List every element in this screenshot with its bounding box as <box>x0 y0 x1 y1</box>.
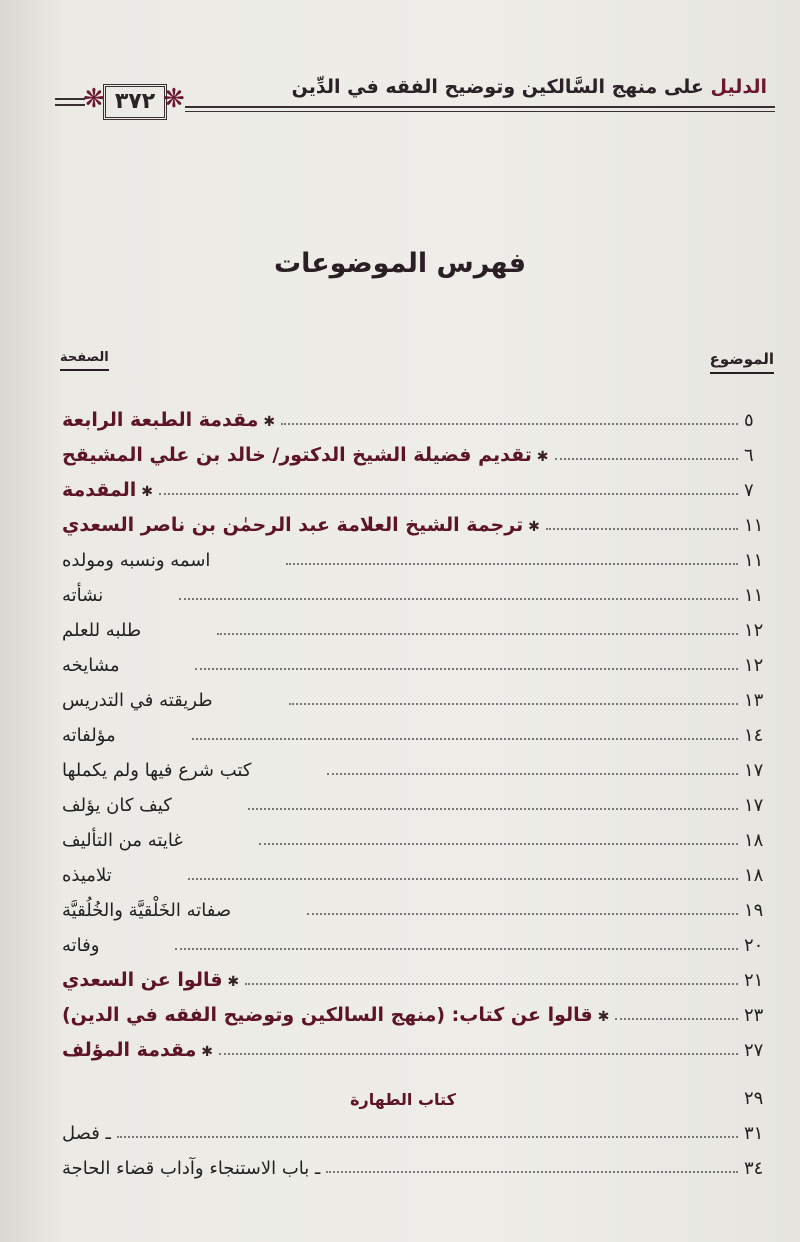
toc-entry <box>62 1026 776 1061</box>
toc-entry <box>62 1109 776 1144</box>
dot-leader <box>245 983 738 985</box>
toc-entry-title: اسمه ونسبه ومولده <box>62 550 211 571</box>
dot-leader <box>326 1171 738 1173</box>
toc-entry <box>62 746 776 781</box>
toc-entry-page: ١٧ <box>744 795 764 816</box>
toc-entry-page: ٣٤ <box>744 1158 764 1179</box>
page-title: فهرس الموضوعات <box>273 248 527 279</box>
toc-entry-title: ✱ المقدمة <box>62 479 153 501</box>
dot-leader <box>286 563 738 565</box>
toc-entry-page: ١٣ <box>744 690 764 711</box>
toc-entry-page: ١٩ <box>744 900 764 921</box>
toc-entry <box>62 921 776 956</box>
toc-entry-title: طريقته في التدريس <box>62 690 213 711</box>
toc-entry-page: ٣١ <box>744 1123 764 1144</box>
toc-entry <box>62 676 776 711</box>
dot-leader <box>327 773 738 775</box>
toc-entry-page: ١١ <box>744 550 764 571</box>
toc-entry <box>62 886 776 921</box>
toc-entry <box>62 396 776 431</box>
dot-leader <box>546 528 738 530</box>
header-rule <box>185 111 775 112</box>
toc-entry-title: كتب شرع فيها ولم يكملها <box>62 760 252 781</box>
toc-entry-page: ١٢ <box>744 655 764 676</box>
toc-entry-title: ✱ ترجمة الشيخ العلامة عبد الرحمٰن بن ناصر السعدي <box>62 514 540 536</box>
toc-entry-page: ١٧ <box>744 760 764 781</box>
toc-entry <box>62 1144 776 1179</box>
toc-entry <box>62 466 776 501</box>
column-header-page: الصفحة <box>60 350 109 371</box>
toc-entry <box>62 851 776 886</box>
toc-entry-title: صفاته الخَلْقيَّة والخُلُقيَّة <box>62 900 232 921</box>
toc-entry <box>62 536 776 571</box>
toc-entry-title: ـ باب الاستنجاء وآداب قضاء الحاجة <box>62 1158 321 1179</box>
toc-entry-page: ٧ <box>744 480 754 501</box>
running-title <box>292 76 767 98</box>
toc-entry <box>62 816 776 851</box>
toc-entry-title: تلاميذه <box>62 865 112 886</box>
toc-entry <box>62 956 776 991</box>
dot-leader <box>192 738 738 740</box>
dot-leader <box>188 878 738 880</box>
toc-entry-title: نشأته <box>62 585 104 606</box>
page-number: ٣٧٢ <box>103 84 167 120</box>
dot-leader <box>159 493 738 495</box>
running-title-lead: الدليل <box>710 76 767 98</box>
dot-leader <box>615 1018 738 1020</box>
toc-entry <box>62 711 776 746</box>
toc-entry-page: ١٢ <box>744 620 764 641</box>
toc-entry-title: مشايخه <box>62 655 120 676</box>
toc-entry-page: ١١ <box>744 515 764 536</box>
toc-entry-page: ١٨ <box>744 865 764 886</box>
dot-leader <box>217 633 738 635</box>
toc-entry-page: ٥ <box>744 410 754 431</box>
dot-leader <box>307 913 738 915</box>
toc-entry-page: ١١ <box>744 585 764 606</box>
toc-entry-page: ١٨ <box>744 830 764 851</box>
column-header-topic: الموضوع <box>710 350 774 374</box>
dot-leader <box>219 1053 738 1055</box>
toc-entry <box>62 606 776 641</box>
dot-leader <box>195 668 738 670</box>
toc-entry-title: كتاب الطهارة <box>350 1090 456 1109</box>
dot-leader <box>175 948 738 950</box>
dot-leader <box>179 598 738 600</box>
toc-list <box>62 396 776 1179</box>
toc-entry-page: ١٤ <box>744 725 764 746</box>
header-dash <box>55 104 85 106</box>
ornament-icon: ❋ <box>83 84 105 114</box>
toc-entry-title: غايته من التأليف <box>62 830 183 851</box>
toc-entry <box>62 991 776 1026</box>
toc-entry-page: ٢٩ <box>744 1088 764 1109</box>
toc-entry-title: ✱ مقدمة المؤلف <box>62 1039 213 1061</box>
toc-entry-title: كيف كان يؤلف <box>62 795 172 816</box>
dot-leader <box>248 808 738 810</box>
running-title-rest: على منهج السَّالكين وتوضيح الفقه في الدِّين <box>291 76 711 98</box>
dot-leader <box>555 458 738 460</box>
dot-leader <box>281 423 738 425</box>
dot-leader <box>259 843 738 845</box>
toc-entry <box>62 1061 776 1109</box>
page-header <box>55 70 775 120</box>
toc-entry <box>62 781 776 816</box>
toc-entry-page: ٢٠ <box>744 935 764 956</box>
toc-entry-title: طلبه للعلم <box>62 620 142 641</box>
toc-entry-page: ٢١ <box>744 970 764 991</box>
toc-entry-title: ✱ مقدمة الطبعة الرابعة <box>62 409 275 431</box>
dot-leader <box>117 1136 738 1138</box>
toc-entry-title: وفاته <box>62 935 100 956</box>
dot-leader <box>289 703 738 705</box>
toc-entry-title: ✱ قالوا عن السعدي <box>62 969 239 991</box>
toc-entry-title: ـ فصل <box>62 1123 111 1144</box>
toc-entry-page: ٢٣ <box>744 1005 764 1026</box>
toc-entry-title: مؤلفاته <box>62 725 116 746</box>
ornament-icon: ❋ <box>163 84 185 114</box>
toc-entry <box>62 641 776 676</box>
toc-entry <box>62 571 776 606</box>
header-dash <box>55 98 85 100</box>
header-rule <box>185 106 775 108</box>
toc-entry-title: ✱ تقديم فضيلة الشيخ الدكتور/ خالد بن علي المشيقح <box>62 444 549 466</box>
toc-entry-page: ٦ <box>744 445 754 466</box>
toc-entry-page: ٢٧ <box>744 1040 764 1061</box>
toc-entry <box>62 501 776 536</box>
toc-entry <box>62 431 776 466</box>
toc-entry-title: ✱ قالوا عن كتاب: (منهج السالكين وتوضيح الفقه في الدين) <box>62 1004 609 1026</box>
